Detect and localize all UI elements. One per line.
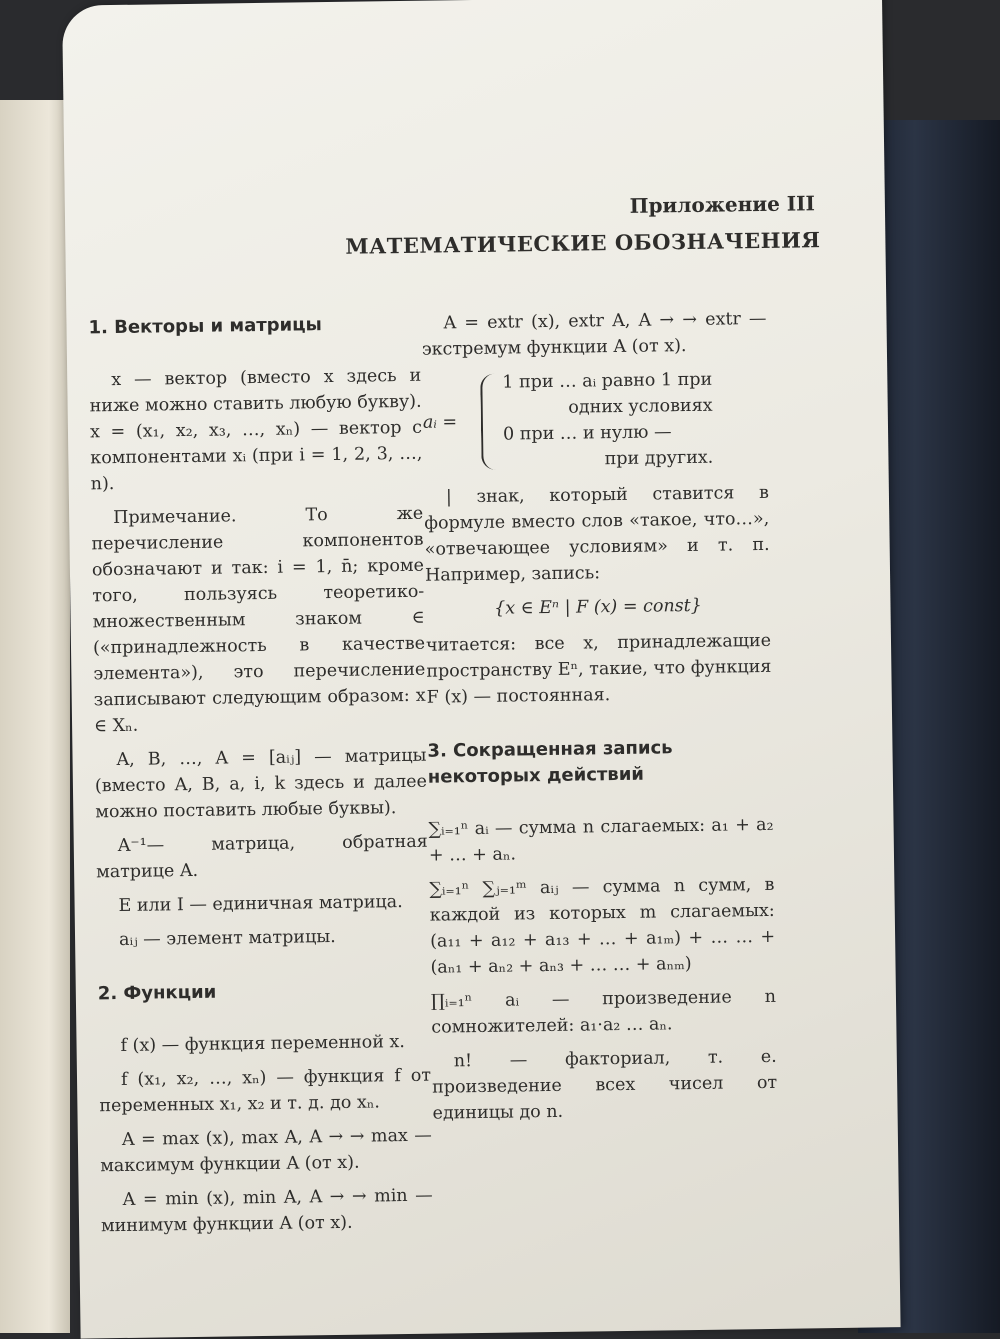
- piecewise-lhs: aᵢ =: [422, 412, 458, 433]
- paragraph-matrices: A, B, …, A = [aᵢⱼ] — матрицы (вместо A, B, a, i, k здесь и далее можно поставить любые буквы).: [94, 745, 428, 823]
- paragraph-product: ∏ᵢ₌₁ⁿ aᵢ — произведение n сомножителей: a₁·a₂ … aₙ.: [430, 986, 777, 1038]
- paragraph-reads: читается: все x, принадлежащие пространству Eⁿ, такие, что функция F (x) — постоянная.: [425, 630, 772, 708]
- paragraph-double-sum: ∑ᵢ₌₁ⁿ ∑ⱼ₌₁ᵐ aᵢⱼ — сумма n сумм, в каждой из которых m слагаемых: (a₁₁ + a₁₂ + a₁₃ + … + a₁ₘ) + … … + (aₙ₁ + aₙ₂ + aₙ₃ + … … + aₙₘ): [429, 874, 776, 978]
- piecewise-line: одних условиях: [568, 395, 713, 418]
- paragraph-max: A = max (x), max A, A → → max — максимум функции A (от x).: [100, 1125, 432, 1177]
- paragraph-factorial: n! — факториал, т. е. произведение всех чисел от единицы до n.: [432, 1046, 778, 1124]
- paragraph-note: Примечание. То же перечисление компонентов обозначают и так: i = 1, n̄; кроме того, пользуясь теоретико-множественным знаком ∈ («принадлежность в качестве элемента»), это перечисление записывают следующим образом: x ∈ Xₙ.: [91, 503, 426, 737]
- page-title: МАТЕМАТИЧЕСКИЕ ОБОЗНАЧЕНИЯ: [345, 227, 821, 259]
- section-heading-notation: 3. Сокращенная запись некоторых действий: [427, 737, 673, 788]
- book-page: [62, 0, 901, 1339]
- paragraph-element: aᵢⱼ — элемент матрицы.: [118, 926, 336, 951]
- paragraph-inverse: A⁻¹— матрица, обратная матрице A.: [96, 831, 428, 883]
- paragraph-identity: E или I — единичная матрица.: [118, 892, 403, 917]
- piecewise-line: 0 при … и нулю —: [502, 422, 672, 445]
- paragraph-min: A = min (x), min A, A → → min — минимум функции A (от x).: [100, 1185, 433, 1237]
- paragraph-sum: ∑ᵢ₌₁ⁿ aᵢ — сумма n слагаемых: a₁ + a₂ + … + aₙ.: [428, 814, 774, 866]
- piecewise-lines: [502, 367, 713, 474]
- paragraph-extr: A = extr (x), extr A, A → → extr — экстремум функции A (от x).: [421, 308, 767, 360]
- brace-icon: [480, 374, 497, 470]
- piecewise-line: 1 при … aᵢ равно 1 при: [502, 369, 713, 393]
- paragraph-function-multi: f (x₁, x₂, …, xₙ) — функция f от переменных x₁, x₂ и т. д. до xₙ.: [99, 1065, 432, 1117]
- left-column: [88, 311, 433, 1248]
- right-column: [421, 306, 777, 1135]
- appendix-label: Приложение III: [629, 191, 816, 218]
- paragraph-vector: x — вектор (вместо x здесь и ниже можно ставить любую букву). x = (x₁, x₂, x₃, …, xₙ) — вектор с компонентами xᵢ (при i = 1, 2, 3, …, n).: [89, 365, 423, 495]
- section-heading-functions: 2. Функции: [97, 981, 217, 1005]
- paragraph-such-that: | знак, который ставится в формуле вместо слов «такое, что…», «отвечающее условиям» и т. п. Например, запись:: [424, 482, 770, 586]
- piecewise-line: при других.: [604, 447, 714, 470]
- section-heading-vectors: 1. Векторы и матрицы: [88, 314, 322, 339]
- set-formula: {x ∈ Eⁿ | F (x) = const}: [493, 595, 702, 619]
- left-page-edge: [0, 100, 70, 1333]
- page-content: [62, 0, 901, 1339]
- piecewise-definition: [422, 366, 768, 475]
- paragraph-function: f (x) — функция переменной x.: [120, 1032, 406, 1057]
